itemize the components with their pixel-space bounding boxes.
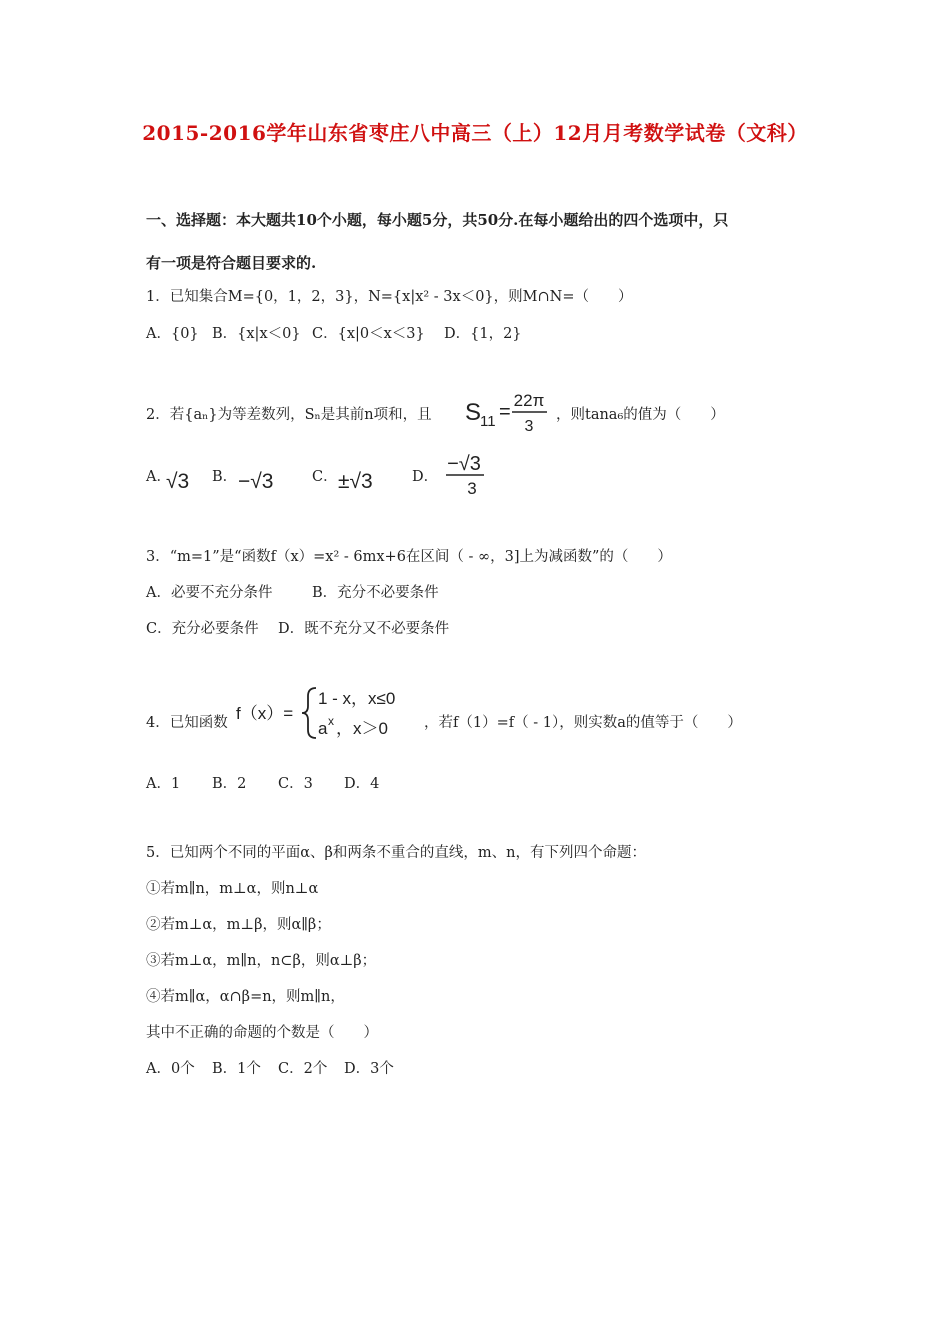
question-3-option-a: A．必要不充分条件	[146, 585, 273, 601]
section-heading-line2: 有一项是符合题目要求的.	[146, 254, 317, 272]
question-5-proposition-3: ③若m⊥α，m∥n，n⊂β，则α⊥β；	[146, 953, 377, 969]
question-2-option-d-label: D．	[412, 469, 439, 485]
formula-s: S	[465, 399, 482, 426]
question-5-proposition-1: ①若m∥n，m⊥α，则n⊥α	[146, 881, 319, 897]
question-4-option-c: C．3	[278, 776, 313, 792]
svg-text:±√3: ±√3	[338, 470, 373, 493]
question-5-option-a: A．0个	[146, 1061, 195, 1077]
svg-text:f（x）=: f（x）=	[236, 704, 294, 723]
svg-text:a: a	[318, 719, 328, 738]
question-5-option-c: C．2个	[278, 1061, 328, 1077]
question-2-option-a-label: A．	[146, 469, 171, 485]
svg-text:，x＞0: ，x＞0	[336, 719, 388, 738]
question-4-option-d: D．4	[344, 776, 380, 792]
exam-title: 2015-2016学年山东省枣庄八中高三（上）12月月考数学试卷（文科）	[142, 121, 808, 145]
question-4-stem-start: 4．已知函数	[146, 715, 228, 731]
question-5-proposition-2: ②若m⊥α，m⊥β，则α∥β；	[146, 917, 331, 933]
question-5-option-b: B．1个	[212, 1061, 261, 1077]
question-3-option-b: B．充分不必要条件	[312, 585, 439, 601]
question-2-sum-formula	[465, 388, 557, 436]
question-2-option-c-label: C．	[312, 469, 338, 485]
question-3-option-c: C．充分必要条件	[146, 621, 259, 637]
svg-text:−√3: −√3	[238, 470, 274, 493]
question-2-option-b-value	[238, 462, 288, 494]
formula-numerator: 22π	[513, 391, 545, 410]
question-4-stem-end: ，若f（1）=f（ - 1），则实数a的值等于（ ）	[424, 715, 742, 731]
question-3-option-d: D．既不充分又不必要条件	[278, 621, 450, 637]
question-1-option-d: D．{1，2}	[444, 326, 522, 342]
formula-sub: 11	[480, 413, 496, 430]
question-1-stem: 1．已知集合M={0，1，2，3}，N={x|x² - 3x＜0}，则M∩N=（ ）	[146, 289, 633, 305]
question-5-option-d: D．3个	[344, 1061, 394, 1077]
formula-denominator: 3	[524, 418, 534, 435]
question-5-question: 其中不正确的命题的个数是（ ）	[146, 1025, 378, 1041]
question-4-option-b: B．2	[212, 776, 247, 792]
question-2-option-a-value	[166, 462, 198, 494]
svg-text:x: x	[328, 714, 334, 728]
question-1-option-b: B．{x|x＜0}	[212, 326, 301, 342]
question-2-stem-start: 2．若{aₙ}为等差数列，Sₙ是其前n项和，且	[146, 407, 432, 423]
question-2-option-b-label: B．	[212, 469, 238, 485]
svg-text:−√3: −√3	[447, 453, 481, 475]
formula-equals: =	[499, 401, 511, 423]
question-1-option-c: C．{x|0＜x＜3}	[312, 326, 425, 342]
svg-text:1 - x，x≤0: 1 - x，x≤0	[318, 689, 396, 708]
question-1-option-a: A．{0}	[146, 326, 199, 342]
section-heading-line1: 一、选择题：本大题共10个小题，每小题5分，共50分.在每小题给出的四个选项中，只	[146, 211, 729, 229]
question-5-proposition-4: ④若m∥α，α∩β=n，则m∥n，	[146, 989, 345, 1005]
question-2-stem-end: ，则tana₆的值为（ ）	[556, 407, 725, 423]
question-4-option-a: A．1	[146, 776, 181, 792]
svg-text:3: 3	[467, 479, 477, 498]
question-2-option-c-value	[338, 462, 388, 494]
question-5-stem: 5．已知两个不同的平面α、β和两条不重合的直线，m、n，有下列四个命题：	[146, 845, 646, 861]
svg-text:√3: √3	[166, 470, 190, 493]
question-3-stem: 3．“m=1”是“函数f（x）=x² - 6mx+6在区间（ - ∞，3]上为减函数”的（ ）	[146, 549, 672, 565]
question-4-piecewise-function	[234, 682, 424, 744]
question-2-option-d-value	[440, 448, 490, 498]
